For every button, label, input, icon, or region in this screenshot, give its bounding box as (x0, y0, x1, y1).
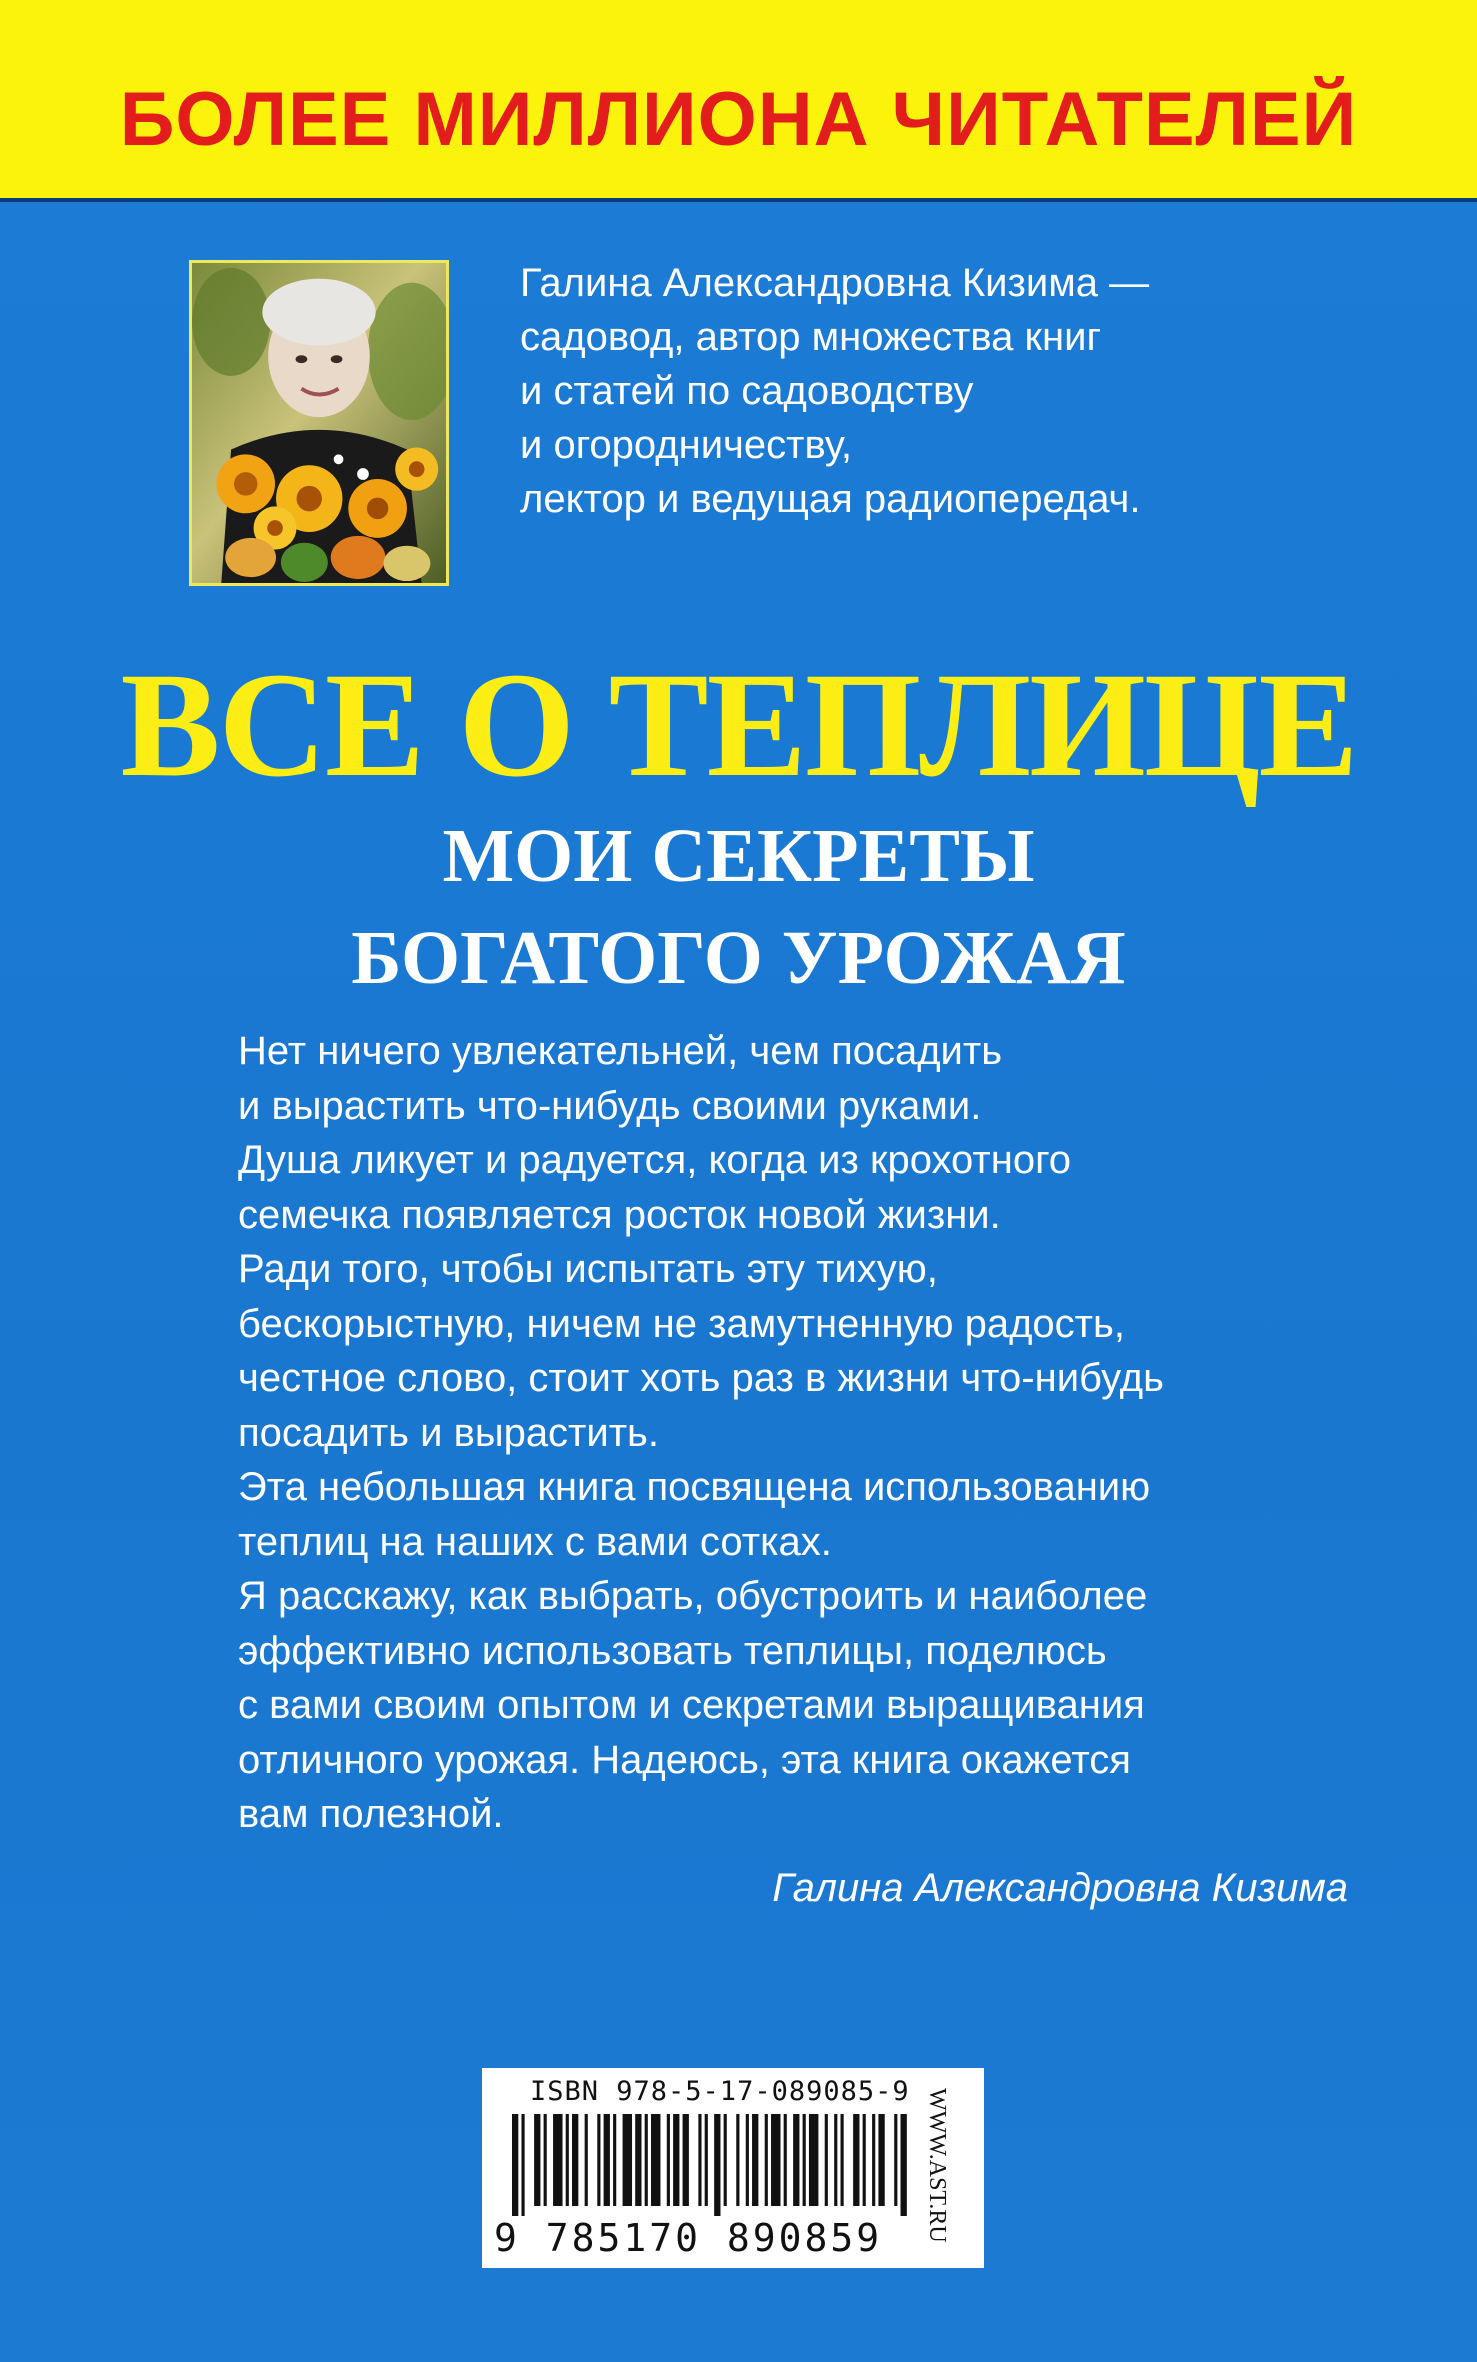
barcode-bar (765, 2114, 768, 2206)
barcode-bar (878, 2114, 884, 2206)
barcode-bar (698, 2114, 701, 2206)
author-signature: Галина Александровна Кизима (772, 1866, 1348, 1910)
barcode-bar (784, 2114, 787, 2206)
barcode-bar (544, 2114, 547, 2206)
description-line: бескорыстную, ничем не замутненную радость, (238, 1301, 1125, 1346)
description-line: честное слово, стоит хоть раз в жизни что-нибудь (238, 1356, 1164, 1400)
barcode-bar (572, 2114, 578, 2206)
barcode-bar (553, 2114, 562, 2206)
isbn-barcode-block (482, 2068, 984, 2268)
barcode-bar (771, 2114, 780, 2206)
barcode-bar (534, 2114, 540, 2206)
description-line: Нет ничего увлекательней, чем посадить (238, 1029, 1003, 1073)
description-line: Эта небольшая книга посвящена использованию (238, 1465, 1151, 1509)
barcode-bar (714, 2114, 720, 2216)
barcode-bar (512, 2114, 518, 2216)
author-photo (189, 260, 449, 586)
isbn-label: ISBN 978-5-17-089085-9 (530, 2076, 910, 2107)
author-photo-image (192, 263, 446, 583)
book-subtitle-line-2: БОГАТОГО УРОЖАЯ (351, 916, 1126, 1000)
barcode-bar (673, 2114, 679, 2206)
bio-line: и статей по садоводству (520, 369, 974, 413)
description-line: теплиц на наших с вами сотках. (238, 1519, 832, 1564)
barcode-bar (585, 2114, 588, 2206)
description-line: вам полезной. (238, 1792, 504, 1836)
barcode-bar (834, 2114, 837, 2206)
barcode-bar (597, 2114, 600, 2206)
bio-line: Галина Александровна Кизима — (520, 261, 1150, 305)
barcode-bar (825, 2114, 828, 2206)
description-line: эффективно использовать теплицы, поделюсь (238, 1628, 1107, 1673)
description-line: с вами своим опытом и секретами выращивания (238, 1683, 1145, 1727)
barcode-bar (635, 2114, 641, 2206)
barcode-bar (894, 2114, 897, 2206)
barcode-bar (705, 2114, 708, 2206)
description-line: семечка появляется росток новой жизни. (238, 1192, 1001, 1237)
barcode-bar (623, 2114, 632, 2206)
barcode-bar (746, 2114, 749, 2206)
barcode-bar (667, 2114, 670, 2206)
description-line: отличного урожая. Надеюсь, эта книга окажется (238, 1737, 1131, 1782)
description (238, 1024, 1438, 1842)
description-line: Ради того, чтобы испытать эту тихую, (238, 1247, 938, 1291)
barcode-digits: 9 785170 890859 (494, 2216, 883, 2260)
description-line: и вырастить что-нибудь своими руками. (238, 1083, 982, 1128)
barcode-bar (724, 2114, 727, 2206)
author-bio (520, 256, 1440, 526)
barcode-bar (863, 2114, 866, 2206)
barcode-bar (853, 2114, 859, 2206)
barcode-bar (613, 2114, 616, 2206)
barcode-bar (683, 2114, 689, 2206)
bio-line: и огородничеству, (520, 423, 852, 467)
barcode-bar (521, 2114, 524, 2216)
barcode-bar (736, 2114, 739, 2206)
barcode-bar (841, 2114, 844, 2206)
website-text: WWW.AST.RU (924, 2088, 950, 2243)
bio-line: лектор и ведущая радиопередач. (520, 477, 1141, 521)
barcode-bar (651, 2114, 660, 2206)
banner-text: БОЛЕЕ МИЛЛИОНА ЧИТАТЕЛЕЙ (119, 77, 1358, 162)
bio-line: садовод, автор множества книг (520, 315, 1102, 359)
website-vertical (920, 2088, 980, 2258)
description-line: посадить и вырастить. (238, 1410, 659, 1455)
description-line: Душа ликует и радуется, когда из крохотного (238, 1138, 1072, 1182)
barcode-bar (645, 2114, 648, 2206)
barcode-bar (604, 2114, 610, 2206)
barcode-bar (752, 2114, 758, 2206)
book-title: ВСЕ О ТЕПЛИЦЕ (120, 642, 1357, 808)
barcode-bar (872, 2114, 875, 2206)
book-subtitle-line-1: МОИ СЕКРЕТЫ (442, 814, 1035, 898)
barcode-bar (803, 2114, 806, 2206)
description-line: Я расскажу, как выбрать, обустроить и наиболее (238, 1574, 1148, 1618)
barcode-bar (793, 2114, 799, 2206)
barcode-bar (566, 2114, 569, 2206)
barcode-bar (901, 2114, 907, 2216)
barcode-bar (809, 2114, 818, 2206)
barcode-icon (512, 2114, 910, 2216)
top-banner (0, 0, 1477, 202)
